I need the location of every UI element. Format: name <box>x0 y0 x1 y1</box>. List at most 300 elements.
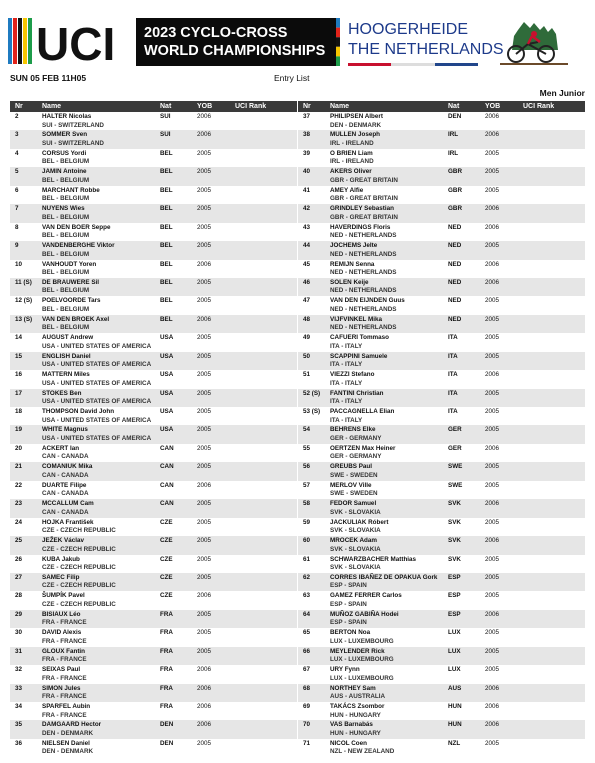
rider-nat: AUS <box>448 684 462 692</box>
document-title: Entry List <box>274 73 310 83</box>
rider-country: HUN - HUNGARY <box>330 729 381 737</box>
rider-yob: 2005 <box>485 518 500 526</box>
rider-yob: 2005 <box>485 334 500 342</box>
rider-name: HAVERDINGS Floris <box>330 223 391 231</box>
rider-country: FRA - FRANCE <box>42 656 87 664</box>
table-row <box>298 389 585 407</box>
rider-name: FEDOR Samuel <box>330 500 377 508</box>
rider-nat: SUI <box>160 113 171 120</box>
rider-country: NZL - NEW ZEALAND <box>330 748 395 756</box>
table-row <box>10 684 297 702</box>
rider-country: BEL - BELGIUM <box>42 232 90 240</box>
rider-yob: 2005 <box>197 537 212 545</box>
table-row <box>10 352 297 370</box>
rider-nat: CAN <box>160 481 174 489</box>
rider-country: SUI - SWITZERLAND <box>42 139 104 147</box>
rider-number: 11 (S) <box>15 278 32 286</box>
rider-number: 42 <box>303 205 311 213</box>
rider-nat: HUN <box>448 703 462 710</box>
rider-yob: 2005 <box>197 463 212 471</box>
rider-number: 25 <box>15 537 23 545</box>
rider-country: NED - NETHERLANDS <box>330 232 397 240</box>
rider-country: BEL - BELGIUM <box>42 195 90 203</box>
event-banner <box>136 18 336 66</box>
rider-nat: BEL <box>160 186 173 194</box>
rider-nat: NED <box>448 242 462 250</box>
rider-nat: CZE <box>160 573 173 581</box>
header-nat: Nat <box>448 103 460 110</box>
rider-number: 21 <box>15 463 23 471</box>
table-row <box>298 610 585 628</box>
rider-yob: 2006 <box>485 537 500 545</box>
rider-yob: 2005 <box>485 408 500 415</box>
rider-country: SWE - SWEDEN <box>330 471 378 479</box>
rider-yob: 2005 <box>197 408 212 415</box>
table-row <box>298 536 585 554</box>
rider-yob: 2006 <box>485 223 500 231</box>
table-row <box>298 425 585 443</box>
rider-yob: 2006 <box>485 260 500 268</box>
rider-country: CZE - CZECH REPUBLIC <box>42 545 116 553</box>
rider-yob: 2005 <box>197 500 212 508</box>
location-title <box>348 20 504 60</box>
rider-nat: NZL <box>448 739 461 747</box>
rider-yob: 2005 <box>197 149 212 157</box>
rider-nat: GER <box>448 444 462 452</box>
table-row <box>10 407 297 425</box>
rider-name: NIELSEN Daniel <box>42 739 90 747</box>
rider-country: NED - NETHERLANDS <box>330 287 397 295</box>
rider-yob: 2006 <box>485 444 500 452</box>
rider-number: 67 <box>303 666 311 674</box>
rider-number: 31 <box>15 647 23 655</box>
table-body <box>298 112 585 757</box>
rider-number: 56 <box>303 463 311 471</box>
table-row <box>298 499 585 517</box>
table-row <box>298 370 585 388</box>
rider-yob: 2005 <box>197 205 212 213</box>
rider-name: CORRES IBAÑEZ DE OPAKUA Gork <box>330 573 438 581</box>
rider-yob: 2006 <box>197 684 212 692</box>
rider-nat: BEL <box>160 242 173 250</box>
rider-number: 24 <box>15 518 23 526</box>
rider-name: JACKULIAK Róbert <box>330 518 389 526</box>
rider-country: USA - UNITED STATES OF AMERICA <box>42 342 152 350</box>
table-row <box>10 628 297 646</box>
rider-number: 41 <box>303 186 311 194</box>
table-row <box>10 167 297 185</box>
rider-country: BEL - BELGIUM <box>42 176 90 184</box>
rider-nat: NED <box>448 278 462 286</box>
header-name: Name <box>42 103 62 110</box>
rider-nat: LUX <box>448 666 461 674</box>
rider-country: BEL - BELGIUM <box>42 213 90 221</box>
rider-number: 4 <box>15 149 19 157</box>
table-row <box>10 573 297 591</box>
rider-nat: ITA <box>448 352 458 360</box>
table-row <box>298 296 585 314</box>
table-row <box>298 333 585 351</box>
rider-name: VAS Barnabás <box>330 721 373 729</box>
table-row <box>298 573 585 591</box>
entry-table-right <box>298 101 585 757</box>
rider-name: CORSUS Yordi <box>42 149 87 157</box>
table-row <box>298 481 585 499</box>
table-row <box>10 112 297 130</box>
rider-nat: GER <box>448 426 462 434</box>
rider-nat: CAN <box>160 463 174 471</box>
rider-country: ITA - ITALY <box>330 379 363 387</box>
rider-yob: 2005 <box>197 352 212 360</box>
rider-country: USA - UNITED STATES OF AMERICA <box>42 379 152 387</box>
table-row <box>10 610 297 628</box>
rider-nat: ESP <box>448 573 461 581</box>
rider-country: CAN - CANADA <box>42 453 89 461</box>
rider-yob: 2005 <box>197 389 212 397</box>
header-nr: Nr <box>303 103 311 110</box>
table-row <box>298 186 585 204</box>
rider-nat: LUX <box>448 647 461 655</box>
rider-number: 69 <box>303 703 311 710</box>
table-row <box>10 481 297 499</box>
rider-number: 7 <box>15 205 19 213</box>
table-row <box>10 425 297 443</box>
rider-number: 8 <box>15 223 19 231</box>
rider-nat: FRA <box>160 629 173 637</box>
rider-number: 71 <box>303 739 311 747</box>
table-row <box>10 333 297 351</box>
table-header <box>298 101 585 112</box>
rider-country: IRL - IRELAND <box>330 139 374 147</box>
rider-country: GBR - GREAT BRITAIN <box>330 195 398 203</box>
rider-name: SPARFEL Aubin <box>42 703 91 710</box>
rider-nat: USA <box>160 334 174 342</box>
rider-yob: 2005 <box>197 610 212 618</box>
rider-country: USA - UNITED STATES OF AMERICA <box>42 434 152 442</box>
rider-number: 48 <box>303 315 311 323</box>
rider-name: THOMPSON David John <box>42 408 115 415</box>
rider-yob: 2006 <box>485 703 500 710</box>
rider-country: SVK - SLOVAKIA <box>330 527 381 535</box>
rider-nat: FRA <box>160 684 173 692</box>
rider-yob: 2005 <box>197 573 212 581</box>
table-row <box>10 370 297 388</box>
rider-number: 40 <box>303 168 311 176</box>
rider-yob: 2006 <box>197 113 212 120</box>
table-row <box>10 462 297 480</box>
rider-yob: 2005 <box>197 168 212 176</box>
rider-name: CAFUERI Tommaso <box>330 334 390 342</box>
table-row <box>10 296 297 314</box>
rider-number: 30 <box>15 629 23 637</box>
rider-number: 52 (S) <box>303 389 321 397</box>
rider-yob: 2005 <box>485 426 500 434</box>
rider-country: GER - GERMANY <box>330 434 382 442</box>
rider-number: 58 <box>303 500 311 508</box>
rider-nat: CZE <box>160 537 173 545</box>
rider-country: FRA - FRANCE <box>42 637 87 645</box>
rider-country: BEL - BELGIUM <box>42 305 90 313</box>
rider-country: FRA - FRANCE <box>42 693 87 701</box>
table-row <box>298 352 585 370</box>
rider-yob: 2005 <box>485 573 500 581</box>
rider-yob: 2006 <box>485 721 500 729</box>
rider-name: COMANIUK Mika <box>42 463 93 471</box>
table-row <box>10 739 297 757</box>
rider-number: 37 <box>303 113 311 120</box>
rider-country: BEL - BELGIUM <box>42 269 90 276</box>
rider-name: MARCHANT Robbe <box>42 186 100 194</box>
rider-name: VANHOUDT Yoren <box>42 260 97 268</box>
header-yob: YOB <box>485 103 501 110</box>
table-row <box>10 278 297 296</box>
entry-table-left <box>10 101 297 757</box>
table-row <box>10 518 297 536</box>
rider-name: REMIJN Senna <box>330 260 375 268</box>
rider-nat: BEL <box>160 297 173 305</box>
banner-line1: 2023 CYCLO-CROSS <box>144 25 288 41</box>
rider-number: 57 <box>303 481 311 489</box>
rider-country: NED - NETHERLANDS <box>330 250 397 258</box>
rider-nat: DEN <box>448 113 462 120</box>
table-row <box>298 149 585 167</box>
rider-number: 39 <box>303 149 311 157</box>
rider-country: ITA - ITALY <box>330 416 363 424</box>
rider-country: DEN - DENMARK <box>330 121 382 129</box>
rider-name: BEHRENS Elke <box>330 426 376 434</box>
rider-name: OERTZEN Max Heiner <box>330 444 396 452</box>
table-row <box>10 149 297 167</box>
rider-name: PACCAGNELLA Elian <box>330 408 395 415</box>
rider-nat: ESP <box>448 610 461 618</box>
rider-nat: USA <box>160 426 174 434</box>
rider-country: USA - UNITED STATES OF AMERICA <box>42 416 152 424</box>
rider-number: 64 <box>303 610 311 618</box>
rider-number: 54 <box>303 426 311 434</box>
table-row <box>10 241 297 259</box>
rider-number: 20 <box>15 444 23 452</box>
rider-country: CZE - CZECH REPUBLIC <box>42 527 116 535</box>
rider-name: KUBA Jakub <box>42 555 80 563</box>
table-row <box>298 241 585 259</box>
rider-number: 12 (S) <box>15 297 33 305</box>
rider-country: LUX - LUXEMBOURG <box>330 656 394 664</box>
rider-name: SAMEC Filip <box>42 573 80 581</box>
table-row <box>298 112 585 130</box>
rider-number: 43 <box>303 223 311 231</box>
rider-nat: CZE <box>160 518 173 526</box>
rider-number: 55 <box>303 444 311 452</box>
rider-nat: CAN <box>160 444 174 452</box>
rider-name: VANDENBERGHE Viktor <box>42 242 115 250</box>
rider-country: LUX - LUXEMBOURG <box>330 674 394 682</box>
table-row <box>10 204 297 222</box>
rider-number: 65 <box>303 629 311 637</box>
rider-number: 33 <box>15 684 23 692</box>
rider-name: GAMEZ FERRER Carlos <box>330 592 402 600</box>
table-row <box>298 702 585 720</box>
rider-yob: 2005 <box>485 629 500 637</box>
rider-number: 38 <box>303 131 311 139</box>
rider-name: VAN DEN EIJNDEN Guus <box>330 297 405 305</box>
rider-number: 2 <box>15 113 19 120</box>
rider-nat: FRA <box>160 666 173 674</box>
table-row <box>10 591 297 609</box>
rider-country: IRL - IRELAND <box>330 158 374 166</box>
rider-nat: BEL <box>160 149 173 157</box>
banner-line2: WORLD CHAMPIONSHIPS <box>144 43 326 59</box>
table-row <box>10 130 297 148</box>
rider-nat: GBR <box>448 186 462 194</box>
race-category: Men Junior <box>539 88 585 98</box>
rider-nat: SVK <box>448 518 461 526</box>
rider-yob: 2005 <box>485 463 500 471</box>
table-row <box>298 407 585 425</box>
rider-number: 46 <box>303 278 311 286</box>
cyclist-illustration <box>498 20 570 66</box>
rider-name: VIEZZI Stefano <box>330 371 375 379</box>
rider-country: FRA - FRANCE <box>42 711 87 719</box>
header-name: Name <box>330 103 350 110</box>
rider-country: HUN - HUNGARY <box>330 711 381 719</box>
rider-number: 45 <box>303 260 311 268</box>
rider-name: SCHWARZBACHER Matthias <box>330 555 417 563</box>
rider-name: JOCHEMS Jelte <box>330 242 378 250</box>
rider-yob: 2005 <box>197 518 212 526</box>
rider-number: 29 <box>15 610 23 618</box>
rider-name: AKERS Oliver <box>330 168 372 176</box>
rainbow-stripes <box>336 18 340 66</box>
rider-nat: IRL <box>448 131 459 139</box>
rider-name: DAMGAARD Hector <box>42 721 102 729</box>
rider-number: 17 <box>15 389 23 397</box>
rider-yob: 2005 <box>197 629 212 637</box>
rider-name: VIJFVINKEL Mika <box>330 315 383 323</box>
rider-yob: 2006 <box>485 131 500 139</box>
table-row <box>298 462 585 480</box>
rider-name: HOJKA František <box>42 518 94 526</box>
rider-yob: 2005 <box>197 426 212 434</box>
rider-nat: LUX <box>448 629 461 637</box>
rider-yob: 2006 <box>197 315 212 323</box>
rider-nat: FRA <box>160 703 173 710</box>
rider-nat: ITA <box>448 408 458 415</box>
rider-number: 23 <box>15 500 23 508</box>
rider-number: 66 <box>303 647 311 655</box>
rider-nat: FRA <box>160 610 173 618</box>
rider-yob: 2005 <box>197 371 212 379</box>
rider-name: NUYENS Wies <box>42 205 85 213</box>
rider-nat: CZE <box>160 592 173 600</box>
rider-number: 27 <box>15 573 23 581</box>
table-row <box>10 665 297 683</box>
rider-nat: BEL <box>160 278 173 286</box>
table-row <box>298 444 585 462</box>
rider-number: 13 (S) <box>15 315 33 323</box>
race-date: SUN 05 FEB 11H05 <box>10 73 87 83</box>
rider-yob: 2005 <box>197 242 212 250</box>
rider-country: ESP - SPAIN <box>330 600 367 608</box>
rider-country: FRA - FRANCE <box>42 619 87 627</box>
rider-yob: 2005 <box>485 555 500 563</box>
rider-name: SEIXAS Paul <box>42 666 81 674</box>
rider-yob: 2005 <box>485 481 500 489</box>
table-row <box>298 518 585 536</box>
rider-nat: SVK <box>448 537 461 545</box>
rider-country: CAN - CANADA <box>42 508 89 516</box>
rider-number: 61 <box>303 555 311 563</box>
rider-country: SVK - SLOVAKIA <box>330 545 381 553</box>
table-row <box>298 130 585 148</box>
table-row <box>10 186 297 204</box>
rider-yob: 2005 <box>197 334 212 342</box>
rider-country: NED - NETHERLANDS <box>330 324 397 332</box>
rider-name: DUARTE Filipe <box>42 481 87 489</box>
rider-name: ACKERT Ian <box>42 444 80 452</box>
rider-name: AUGUST Andrew <box>42 334 94 342</box>
rider-number: 49 <box>303 334 311 342</box>
rider-country: ITA - ITALY <box>330 342 363 350</box>
rider-nat: HUN <box>448 721 462 729</box>
rider-country: BEL - BELGIUM <box>42 324 90 332</box>
rider-number: 19 <box>15 426 23 434</box>
rider-name: MULLEN Joseph <box>330 131 381 139</box>
rider-yob: 2006 <box>485 610 500 618</box>
table-row <box>10 536 297 554</box>
rider-country: BEL - BELGIUM <box>42 158 90 166</box>
rider-country: ITA - ITALY <box>330 398 363 406</box>
rider-number: 36 <box>15 739 23 747</box>
table-row <box>298 665 585 683</box>
rider-yob: 2005 <box>485 168 500 176</box>
rider-name: POELVOORDE Tars <box>42 297 101 305</box>
rider-name: DAVID Alexis <box>42 629 82 637</box>
rider-number: 50 <box>303 352 311 360</box>
rider-nat: BEL <box>160 315 173 323</box>
rider-country: NED - NETHERLANDS <box>330 269 397 276</box>
rider-yob: 2005 <box>485 592 500 600</box>
rider-yob: 2005 <box>485 647 500 655</box>
rider-name: MATTERN Miles <box>42 371 90 379</box>
document-header <box>0 0 595 72</box>
table-row <box>298 684 585 702</box>
rider-nat: FRA <box>160 647 173 655</box>
rider-country: CZE - CZECH REPUBLIC <box>42 582 116 590</box>
rider-name: DE BRAUWERE Sil <box>42 278 100 286</box>
rider-nat: BEL <box>160 205 173 213</box>
rider-number: 22 <box>15 481 23 489</box>
rider-yob: 2005 <box>197 555 212 563</box>
rider-country: AUS - AUSTRALIA <box>330 693 386 701</box>
rider-yob: 2005 <box>197 297 212 305</box>
rider-nat: BEL <box>160 260 173 268</box>
rider-nat: ITA <box>448 389 458 397</box>
rider-number: 26 <box>15 555 23 563</box>
rider-country: ESP - SPAIN <box>330 619 367 627</box>
rider-name: JAMIN Antoine <box>42 168 87 176</box>
rider-yob: 2006 <box>485 684 500 692</box>
rider-yob: 2005 <box>197 444 212 452</box>
rider-yob: 2006 <box>197 481 212 489</box>
rider-country: CZE - CZECH REPUBLIC <box>42 564 116 571</box>
rider-country: USA - UNITED STATES OF AMERICA <box>42 361 152 369</box>
table-row <box>10 389 297 407</box>
rider-yob: 2005 <box>485 297 500 305</box>
rider-name: ŠUMPÍK Pavel <box>42 592 85 600</box>
dutch-flag-underline <box>348 63 478 66</box>
table-row <box>298 315 585 333</box>
rider-name: TAKÁCS Zsombor <box>330 703 385 710</box>
